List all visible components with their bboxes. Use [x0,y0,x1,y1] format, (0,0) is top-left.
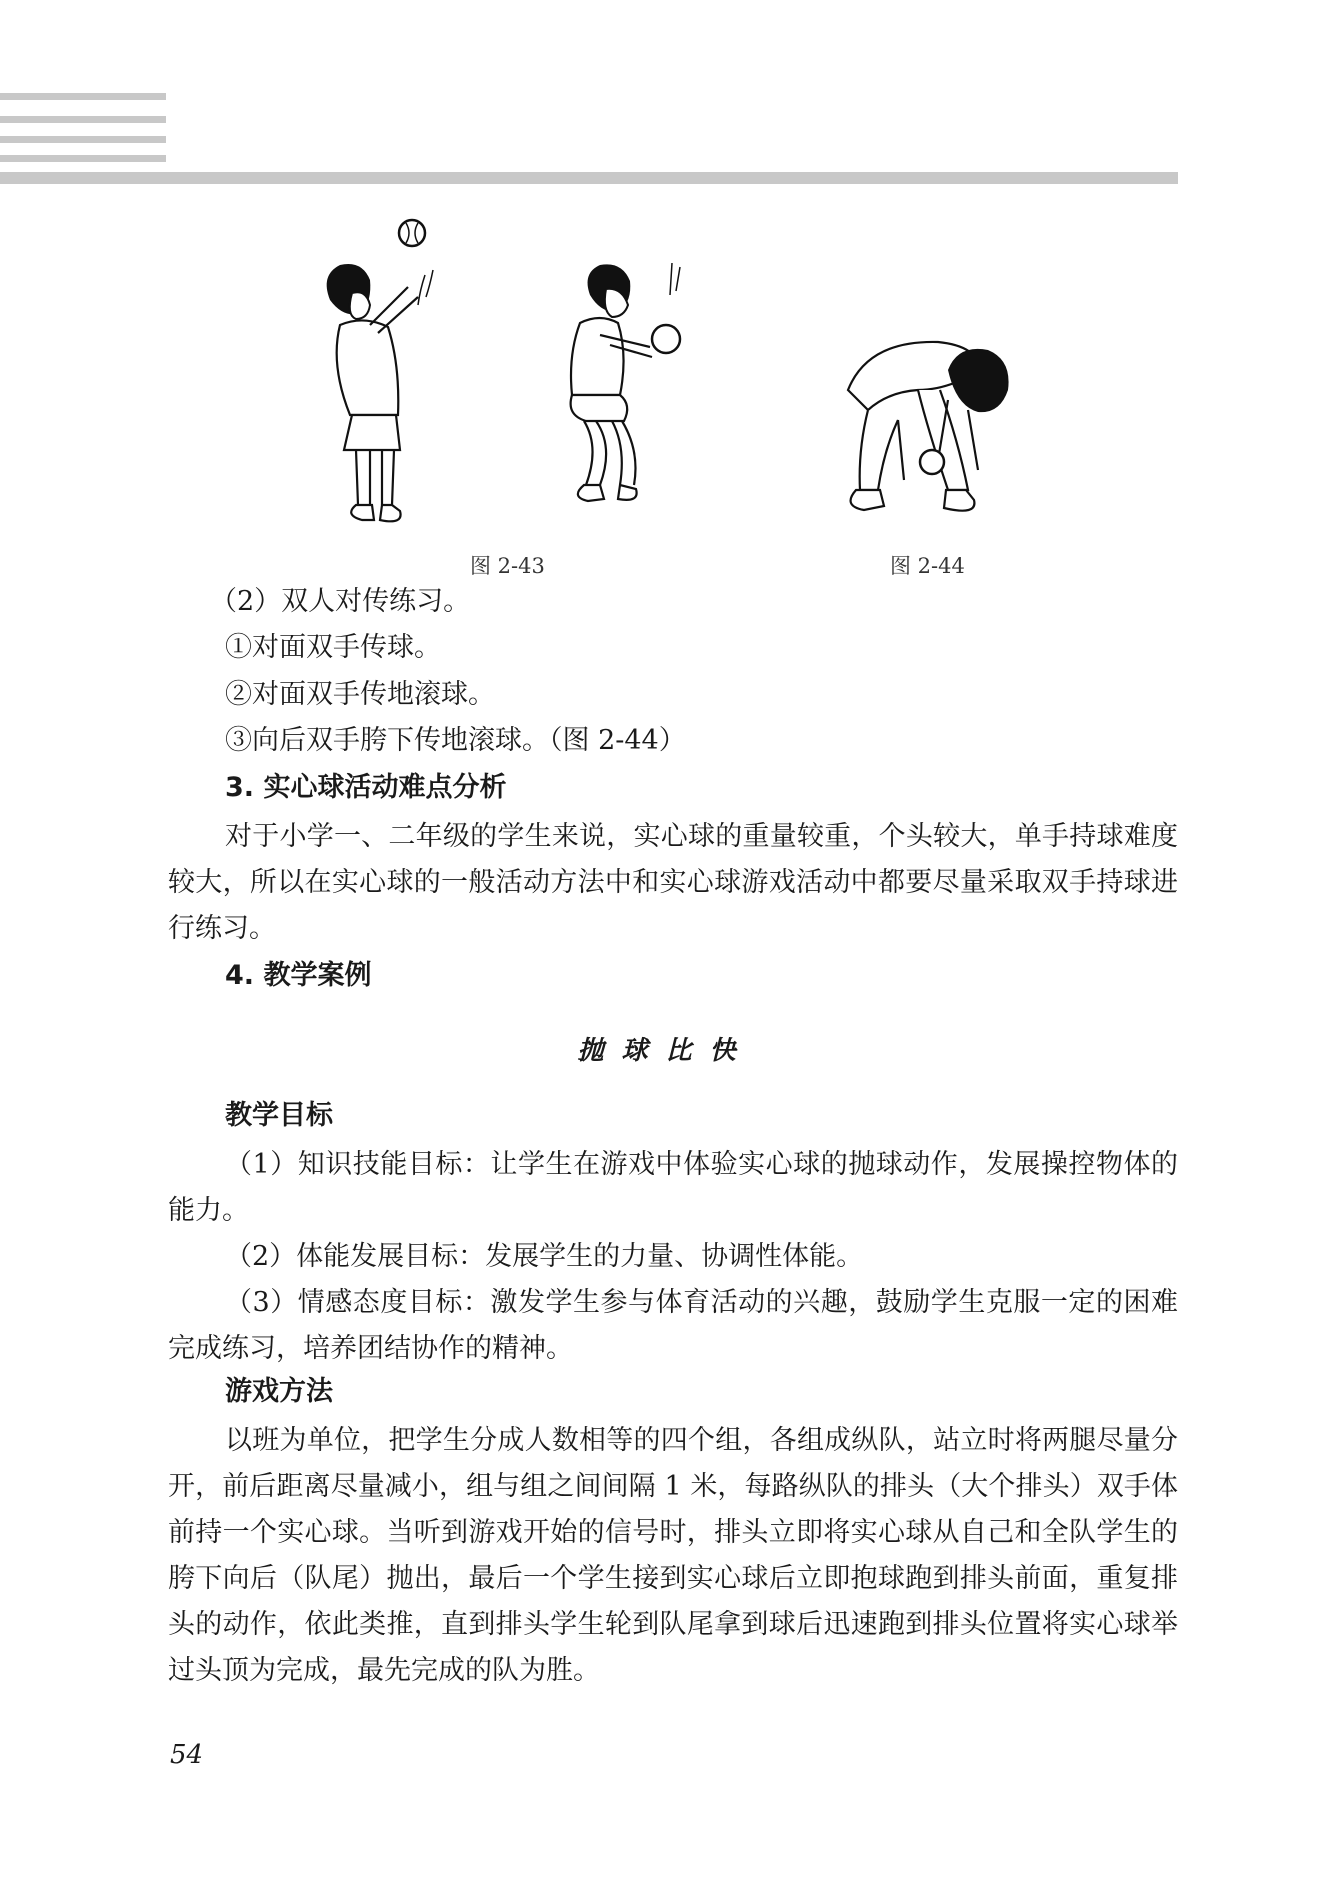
figure-2-44-caption: 图 2-44 [890,554,965,578]
goal-3: （3）情感态度目标：激发学生参与体育活动的兴趣，鼓励学生克服一定的困难完成练习，培养团结协作的精神。 [168,1287,1178,1364]
section-3-body: 对于小学一、二年级的学生来说，实心球的重量较重，个头较大，单手持球难度较大，所以在实心球的一般活动方法中和实心球游戏活动中都要尽量采取双手持球进行练习。 [168,821,1178,944]
pass-practice-item-3: ③向后双手胯下传地滚球。（图 2-44） [225,725,686,756]
header-stripe-2 [0,116,166,123]
page-number: 54 [170,1740,204,1770]
goal-2: （2）体能发展目标：发展学生的力量、协调性体能。 [225,1241,864,1272]
method-body: 以班为单位，把学生分成人数相等的四个组，各组成纵队，站立时将两腿尽量分开，前后距离尽量减小，组与组之间间隔 1 米，每路纵队的排头（大个排头）双手体前持一个实心球。当听到游戏开始的信号时，排头立即将实心球从自己和全队学生的胯下向后（队尾）抛出，最后一个学生接到实心球后立即抱球跑到排头前面，重复排头的动作，依此类推，直到排头学生轮到队尾拿到球后迅速跑到排头位置将实心球举过头顶为完成，最先完成的队为胜。 [168,1425,1178,1686]
header-stripe-3 [0,136,166,143]
header-rule [0,172,1178,184]
pass-practice-item-1: ①对面双手传球。 [225,632,441,663]
figure-2-43-caption: 图 2-43 [470,554,545,578]
header-stripe-4 [0,155,166,162]
goal-1: （1）知识技能目标：让学生在游戏中体验实心球的抛球动作，发展操控物体的能力。 [168,1149,1178,1226]
section-4-heading: 4. 教学案例 [225,960,372,991]
figure-2-44-illustration [828,330,1018,530]
method-heading: 游戏方法 [225,1376,333,1407]
goals-heading: 教学目标 [225,1100,333,1131]
figure-2-43-illustration [300,215,700,535]
header-stripe-1 [0,93,166,100]
pass-practice-item-2: ②对面双手传地滚球。 [225,679,495,710]
pass-practice-title: （2）双人对传练习。 [210,586,471,617]
section-3-heading: 3. 实心球活动难点分析 [225,772,507,803]
game-title: 抛球比快 [577,1036,754,1066]
